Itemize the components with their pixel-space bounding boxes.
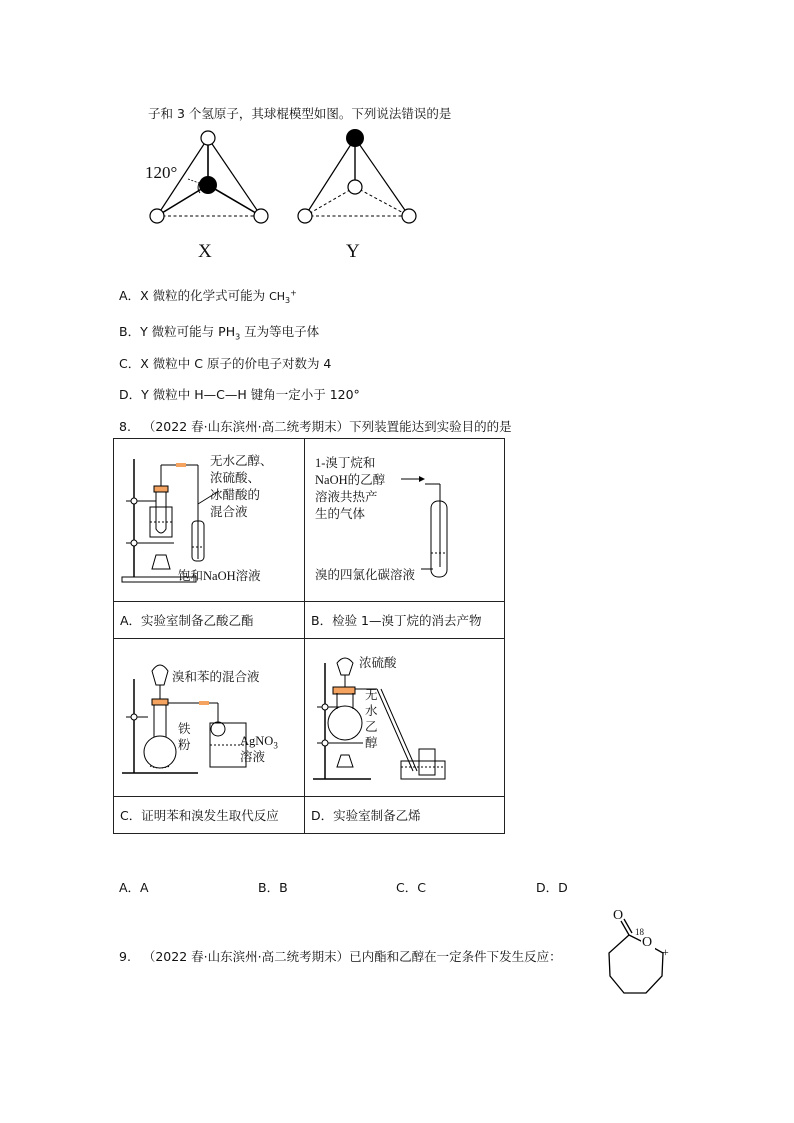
apparatus-d-drawing <box>305 639 504 796</box>
y-hydrogen-left <box>298 209 312 223</box>
apparatus-b-cell: 1-溴丁烷和 NaOH的乙醇 溶液共热产 生的气体 溴的四氯化碳溶液 <box>305 439 505 602</box>
choice-a: A．A <box>119 880 149 895</box>
question-9-stem: 9. （2022 春·山东滨州·高二统考期末）已内酯和乙醇在一定条件下发生反应： <box>119 949 562 964</box>
x-hydrogen-left <box>150 209 164 223</box>
caption-c: C．证明苯和溴发生取代反应 <box>114 797 305 834</box>
question-8-stem: 8. （2022 春·山东滨州·高二统考期末）下列装置能达到实验目的的是 <box>119 419 512 434</box>
plus-sign: + <box>662 945 669 959</box>
apparatus-c-cell: 溴和苯的混合液 铁 粉 AgNO$_3$ 溶液 <box>114 639 305 797</box>
x-hydrogen-top <box>201 131 215 145</box>
caprolactone-structure <box>600 905 680 1005</box>
carbonyl-oxygen: O <box>613 908 624 923</box>
option-d: D．Y 微粒中 H—C—H 键角一定小于 120° <box>119 387 360 402</box>
caption-d: D．实验室制备乙烯 <box>305 797 505 834</box>
x-caption: X <box>198 241 212 262</box>
ch3-formula: $CH_3^+$ <box>269 288 297 306</box>
isotope-label: 18 <box>635 927 644 937</box>
x-carbon <box>199 176 217 194</box>
y-caption: Y <box>346 241 360 262</box>
option-b: B．Y 微粒可能与 $PH_3$ 互为等电子体 <box>119 324 320 342</box>
ball-stick-svg <box>140 125 440 270</box>
option-a: A．X 微粒的化学式可能为 $CH_3^+$ <box>119 288 297 306</box>
ball-stick-figure <box>140 125 440 270</box>
y-hydrogen-right <box>402 209 416 223</box>
choice-c: C．C <box>396 880 426 895</box>
apparatus-d-cell: 浓硫酸 无 水 乙 醇 <box>305 639 505 797</box>
apparatus-a-cell: 无水乙醇、 浓硫酸、 冰醋酸的 混合液 饱和NaOH溶液 <box>114 439 305 602</box>
y-hydrogen-center <box>348 180 362 194</box>
ring-oxygen: O <box>642 935 653 950</box>
caption-a: A．实验室制备乙酸乙酯 <box>114 602 305 639</box>
angle-label: 120° <box>145 163 178 182</box>
x-hydrogen-right <box>254 209 268 223</box>
y-carbon <box>346 129 364 147</box>
question-intro: 子和 3 个氢原子，其球棍模型如图。下列说法错误的是 <box>148 106 452 121</box>
option-c: C．X 微粒中 C 原子的价电子对数为 4 <box>119 356 332 371</box>
apparatus-table <box>113 438 505 834</box>
apparatus-c-drawing <box>114 639 304 796</box>
caption-b: B．检验 1—溴丁烷的消去产物 <box>305 602 505 639</box>
choice-b: B．B <box>258 880 288 895</box>
choice-d: D．D <box>536 880 568 895</box>
